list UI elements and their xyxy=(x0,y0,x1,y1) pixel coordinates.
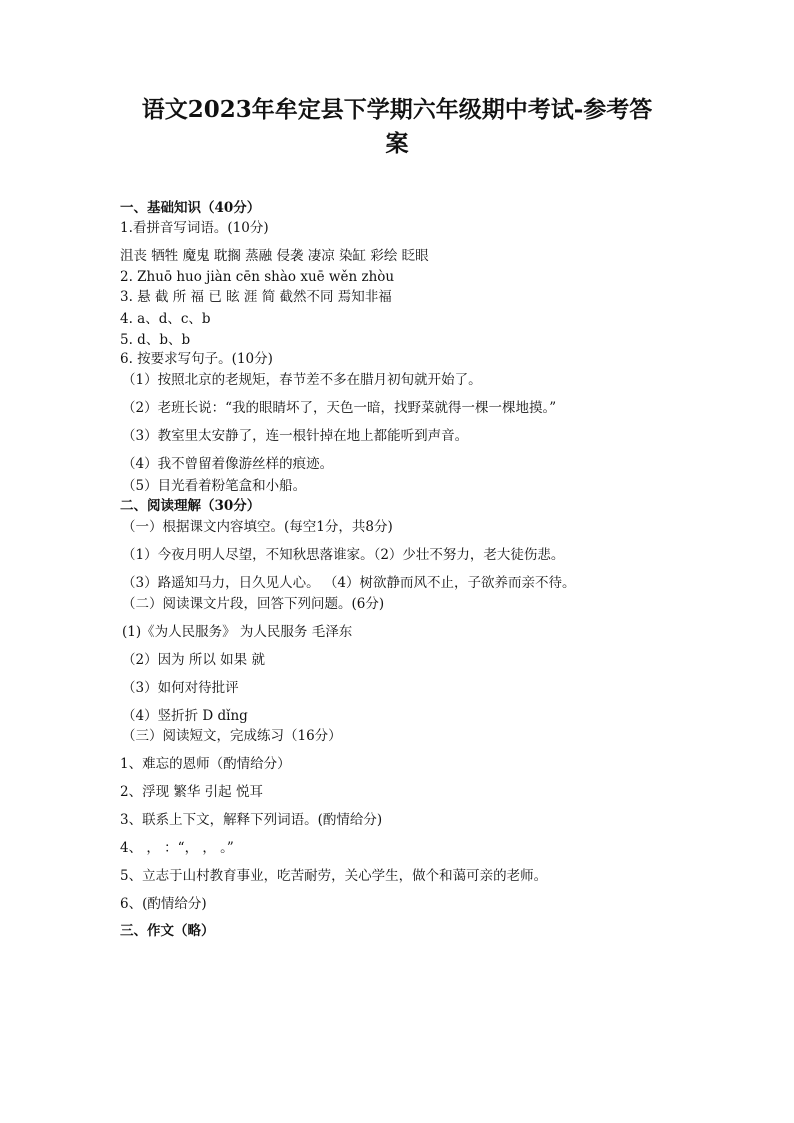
reading-part-3-answer-6: 6、(酌情给分) xyxy=(120,896,207,912)
title-line-2: 案 xyxy=(385,130,409,157)
question-6-answer-1: （1）按照北京的老规矩，春节差不多在腊月初旬就开始了。 xyxy=(122,372,482,388)
question-6-answer-3: （3）教室里太安静了，连一根针掉在地上都能听到声音。 xyxy=(122,428,469,444)
question-6-answer-5: （5）目光看着粉笔盒和小船。 xyxy=(122,478,307,494)
question-2-answer: 2. Zhuō huo jiàn cēn shào xuē wěn zhòu xyxy=(120,269,395,285)
reading-part-1-answer-a: （1）今夜月明人尽望，不知秋思落谁家。（2）少壮不努力，老大徒伤悲。 xyxy=(122,547,565,563)
reading-part-2-answer-1: (1)《为人民服务》 为人民服务 毛泽东 xyxy=(122,624,353,640)
reading-part-3-answer-4: 4、 ， ：“， ， 。” xyxy=(120,840,234,856)
reading-part-3-answer-2: 2、浮现 繁华 引起 悦耳 xyxy=(120,784,263,800)
section-heading-reading: 二、阅读理解（30分） xyxy=(120,498,261,514)
question-6-heading: 6. 按要求写句子。(10分) xyxy=(120,351,273,367)
reading-part-1-answer-b: （3）路遥知马力，日久见人心。 （4）树欲静而风不止，子欲养而亲不待。 xyxy=(122,575,576,591)
question-1-heading: 1.看拼音写词语。(10分) xyxy=(120,220,269,236)
reading-part-1-heading: （一）根据课文内容填空。(每空1分，共8分) xyxy=(122,519,393,535)
question-3-answer: 3. 悬 截 所 福 已 眩 涯 简 截然不同 焉知非福 xyxy=(120,289,392,305)
question-1-answer: 沮丧 牺牲 魔鬼 耽搁 蒸融 侵袭 凄凉 染缸 彩绘 眨眼 xyxy=(120,248,429,264)
reading-part-3-answer-5: 5、立志于山村教育事业，吃苦耐劳，关心学生，做个和蔼可亲的老师。 xyxy=(120,868,548,884)
reading-part-2-answer-4: （4）竖折折 D dǐng xyxy=(122,708,248,724)
reading-part-2-answer-3: （3）如何对待批评 xyxy=(122,680,239,696)
reading-part-2-answer-2: （2）因为 所以 如果 就 xyxy=(122,652,265,668)
question-5-answer: 5. d、b、b xyxy=(120,332,191,348)
document-title xyxy=(90,93,704,161)
title-line-1: 语文2023年牟定县下学期六年级期中考试-参考答 xyxy=(141,96,653,123)
section-heading-basics: 一、基础知识（40分） xyxy=(120,200,261,216)
question-6-answer-2: （2）老班长说：“我的眼睛坏了，天色一暗，找野菜就得一棵一棵地摸。” xyxy=(122,400,557,416)
reading-part-3-heading: （三）阅读短文，完成练习（16分） xyxy=(122,728,342,744)
question-4-answer: 4. a、d、c、b xyxy=(120,311,211,327)
section-heading-composition: 三、作文（略） xyxy=(120,923,215,939)
reading-part-3-answer-1: 1、难忘的恩师（酌情给分） xyxy=(120,756,291,772)
question-6-answer-4: （4）我不曾留着像游丝样的痕迹。 xyxy=(122,456,334,472)
reading-part-3-answer-3: 3、联系上下文，解释下列词语。(酌情给分) xyxy=(120,812,383,828)
reading-part-2-heading: （二）阅读课文片段，回答下列问题。(6分) xyxy=(122,596,385,612)
